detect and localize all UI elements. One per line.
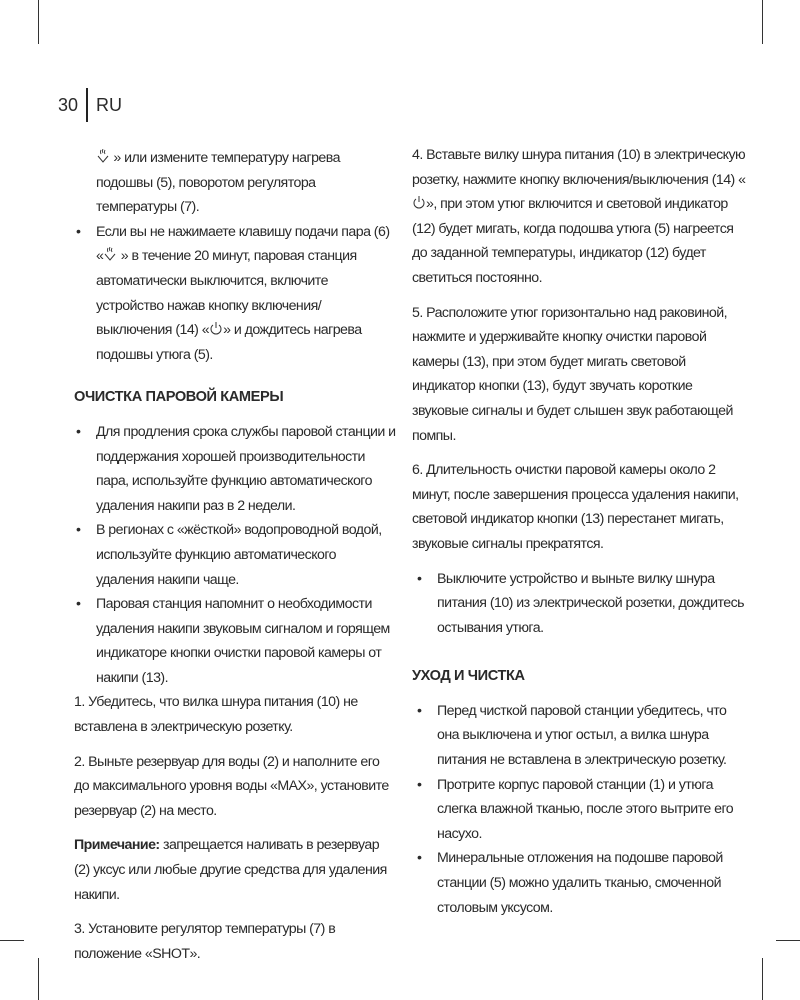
page-header <box>58 88 122 122</box>
list-item: • Протрите корпус паровой станции (1) и утюга слегка влажной тканью, после этого вытрите его насухо. <box>426 773 746 847</box>
crop-mark <box>762 0 763 44</box>
step-2: 2. Выньте резервуар для воды (2) и наполните его до максимального уровня воды «MAX», установите резервуар (2) на место. <box>74 753 389 819</box>
crop-mark <box>0 940 24 941</box>
left-column <box>74 146 397 976</box>
crop-mark <box>38 958 39 1000</box>
list-item: • Минеральные отложения на подошве паровой станции (5) можно удалить тканью, смоченной столовым уксусом. <box>426 846 746 920</box>
step-4: 4. Вставьте вилку шнура питания (10) в электрическую розетку, нажмите кнопку включения/выключения (14) «», при этом утюг включится и световой индикатор (12) будет мигать, когда подошва утюга (5) нагреется до заданной температуры, индикатор (12) будет светиться постоянно. <box>412 147 746 286</box>
section-heading: УХОД И ЧИСТКА <box>412 668 525 685</box>
list-item: • В регионах с «жёсткой» водопроводной водой, используйте функцию автоматического удаления накипи чаще. <box>85 518 397 592</box>
step-5: 5. Расположите утюг горизонтально над раковиной, нажмите и удерживайте кнопку очистки паровой камеры (13), при этом будет мигать световой индикатор кнопки (13), будут звучать короткие звуковые сигналы и будет слышен звук работающей помпы. <box>412 304 733 444</box>
continued-text: » или измените температуру нагрева подошвы (5), поворотом регулятора температуры (7). <box>96 150 340 216</box>
crop-mark <box>38 0 39 44</box>
list-item: • Для продления срока службы паровой станции и поддержания хорошей производительности пара, используйте функцию автоматического удаления накипи раз в 2 недели. <box>85 420 397 518</box>
power-icon <box>209 321 223 335</box>
step-1: 1. Убедитесь, что вилка шнура питания (10) не вставлена в электрическую розетку. <box>74 694 358 736</box>
crop-mark <box>762 958 763 1000</box>
header-divider <box>86 88 88 122</box>
step-3: 3. Установите регулятор температуры (7) в положение «SHOT». <box>74 921 336 962</box>
list-item: • Если вы не нажимаете клавишу подачи пара (6) « » в течение 20 минут, паровая станция автоматически выключится, включите устройство нажав кнопку включения/выключения (14) « » и дождитесь нагрева подошвы утюга (5). <box>85 220 397 368</box>
list-item: • Выключите устройство и выньте вилку шнура питания (10) из электрической розетки, дождитесь остывания утюга. <box>426 567 746 641</box>
list-item: • Паровая станция напомнит о необходимости удаления накипи звуковым сигналом и горящем индикаторе кнопки очистки паровой камеры от накипи (13). <box>85 592 397 690</box>
power-icon <box>412 195 426 209</box>
language-code: RU <box>96 94 123 115</box>
right-column <box>412 143 746 920</box>
page-number: 30 <box>58 94 79 115</box>
section-heading: ОЧИСТКА ПАРОВОЙ КАМЕРЫ <box>74 389 284 406</box>
crop-mark <box>776 940 800 941</box>
steam-icon <box>96 149 110 163</box>
note: Примечание: запрещается наливать в резервуар (2) уксус или любые другие средства для удаления накипи. <box>74 837 387 903</box>
step-6: 6. Длительность очистки паровой камеры около 2 минут, после завершения процесса удаления накипи, световой индикатор кнопки (13) перестанет мигать, звуковые сигналы прекратятся. <box>412 462 739 552</box>
list-item: • Перед чисткой паровой станции убедитесь, что она выключена и утюг остыл, а вилка шнура питания не вставлена в электрическую розетку. <box>426 699 746 773</box>
note-label: Примечание: <box>74 837 160 854</box>
steam-icon <box>103 247 117 261</box>
